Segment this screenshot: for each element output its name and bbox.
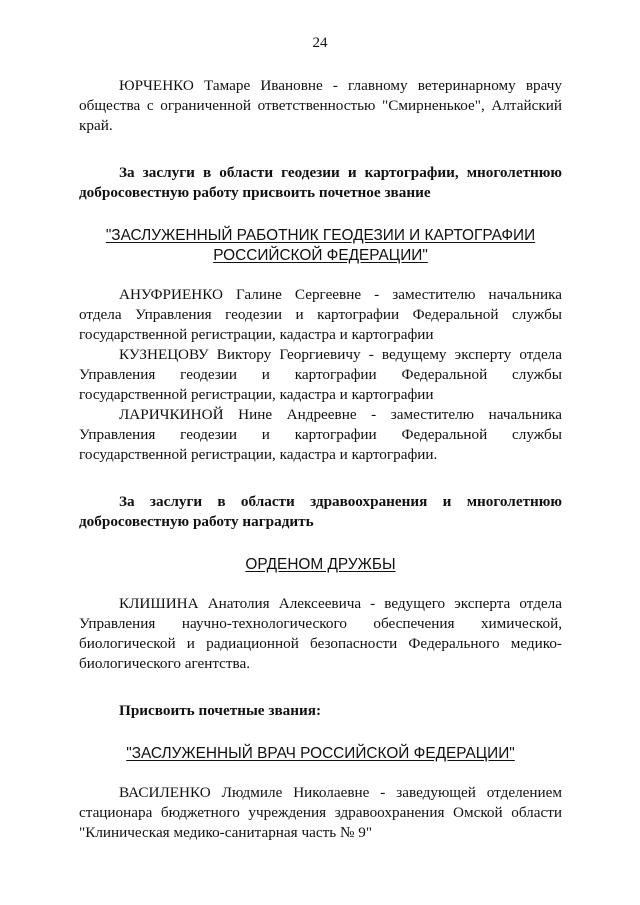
section-heading-geodesy: За заслуги в области геодезии и картографии, многолетнюю добросовестную работу присвоить почетное звание (79, 164, 562, 201)
honorary-title-doctor: "ЗАСЛУЖЕННЫЙ ВРАЧ РОССИЙСКОЙ ФЕДЕРАЦИИ" (126, 745, 515, 762)
award-entry-kuznetsov: КУЗНЕЦОВУ Виктору Георгиевичу - ведущему эксперту отдела Управления геодезии и картографии Федеральной службы государственной регистрации, кадастра и картографии (79, 346, 562, 403)
order-of-friendship-title: ОРДЕНОМ ДРУЖБЫ (245, 556, 396, 573)
section-heading-honorary-titles: Присвоить почетные звания: (119, 702, 322, 719)
page-number: 24 (312, 35, 328, 51)
award-entry-vasilenko: ВАСИЛЕНКО Людмиле Николаевне - заведующей отделением стационара бюджетного учреждения здравоохранения Омской области "Клиническая медико-санитарная часть № 9" (79, 784, 562, 841)
honorary-title-geodesy: "ЗАСЛУЖЕННЫЙ РАБОТНИК ГЕОДЕЗИИ И КАРТОГРАФИИ РОССИЙСКОЙ ФЕДЕРАЦИИ" (105, 227, 536, 264)
document-body (79, 76, 562, 843)
section-heading-healthcare: За заслуги в области здравоохранения и многолетнюю добросовестную работу наградить (79, 493, 562, 530)
award-entry-anufrienko: АНУФРИЕНКО Галине Сергеевне - заместителю начальника отдела Управления геодезии и картографии Федеральной службы государственной регистрации, кадастра и картографии (79, 286, 562, 343)
award-entry-yurchenko: ЮРЧЕНКО Тамаре Ивановне - главному ветеринарному врачу общества с ограниченной ответственностью "Смирненькое", Алтайский край. (79, 77, 562, 134)
award-entry-larichkina: ЛАРИЧКИНОЙ Нине Андреевне - заместителю начальника Управления геодезии и картографии Федеральной службы государственной регистрации, кадастра и картографии. (79, 406, 562, 463)
award-entry-klishin: КЛИШИНА Анатолия Алексеевича - ведущего эксперта отдела Управления научно-технологического обеспечения химической, биологической и радиационной безопасности Федерального медико-биологического агентства. (79, 595, 562, 672)
